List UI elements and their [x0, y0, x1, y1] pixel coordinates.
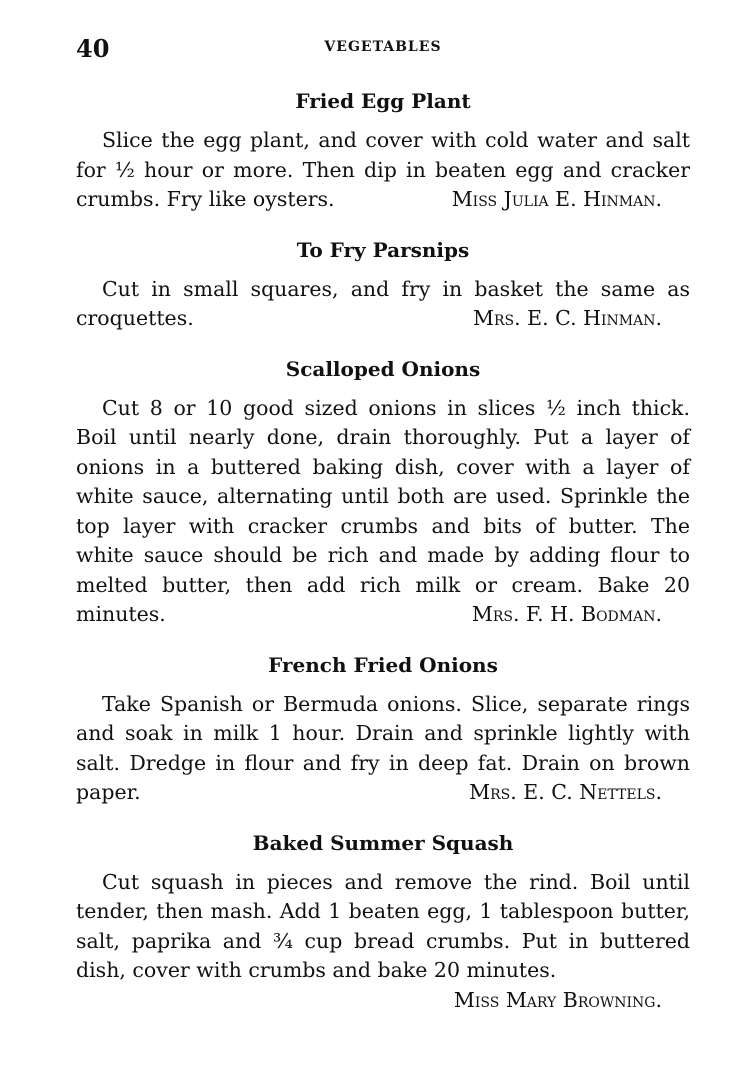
page-number: 40: [76, 34, 110, 63]
recipe-text: [76, 126, 690, 215]
recipe-french-fried-onions: [76, 652, 690, 808]
recipe-instructions: Cut squash in pieces and remove the rind. Boil until tender, then mash. Add 1 beaten egg, 1 tablespoon butter, salt, paprika and ¾ cup bread crumbs. Put in buttered dish, cover with crumbs and bake 20 minutes.: [76, 869, 690, 982]
section-title: VEGETABLES: [324, 39, 442, 55]
recipe-text: [76, 690, 690, 808]
recipe-title: To Fry Parsnips: [296, 237, 470, 262]
recipe-title: Baked Summer Squash: [252, 830, 514, 855]
recipe-author: Miss Mary Browning.: [453, 987, 662, 1012]
recipe-text: [76, 394, 690, 630]
running-head: [76, 30, 690, 66]
recipe-instructions: Cut in small squares, and fry in basket the same as croquettes.: [76, 276, 690, 330]
recipe-baked-summer-squash: [76, 830, 690, 1016]
recipe-title: French Fried Onions: [268, 652, 498, 677]
recipe-instructions: Cut 8 or 10 good sized onions in slices ½ inch thick. Boil until nearly done, drain thoroughly. Put a layer of onions in a buttered baking dish, cover with a layer of white sauce, alternating until both are used. Sprinkle the top layer with cracker crumbs and bits of butter. The white sauce should be rich and made by adding flour to melted butter, then add rich milk or cream. Bake 20 minutes.: [76, 395, 690, 626]
recipe-title: Scalloped Onions: [285, 356, 481, 381]
recipe-title: Fried Egg Plant: [295, 89, 471, 113]
recipe-text: [76, 868, 690, 986]
recipe-instructions: Take Spanish or Bermuda onions. Slice, separate rings and soak in milk 1 hour. Drain and sprinkle lightly with salt. Dredge in flour and fry in deep fat. Drain on brown paper.: [76, 691, 690, 804]
recipe-scalloped-onions: [76, 356, 690, 630]
recipe-fried-egg-plant: [76, 88, 690, 215]
recipe-instructions: Slice the egg plant, and cover with cold water and salt for ½ hour or more. Then dip in beaten egg and cracker crumbs. Fry like oysters.: [76, 128, 690, 211]
recipe-author: Mrs. E. C. Nettels.: [469, 780, 662, 804]
recipe-author: Mrs. F. H. Bodman.: [471, 602, 662, 626]
recipe-author: Miss Julia E. Hinman.: [451, 187, 662, 211]
book-page: [76, 30, 690, 1015]
recipe-text: [76, 275, 690, 334]
recipe-author: Mrs. E. C. Hinman.: [472, 306, 662, 330]
recipe-to-fry-parsnips: [76, 237, 690, 334]
